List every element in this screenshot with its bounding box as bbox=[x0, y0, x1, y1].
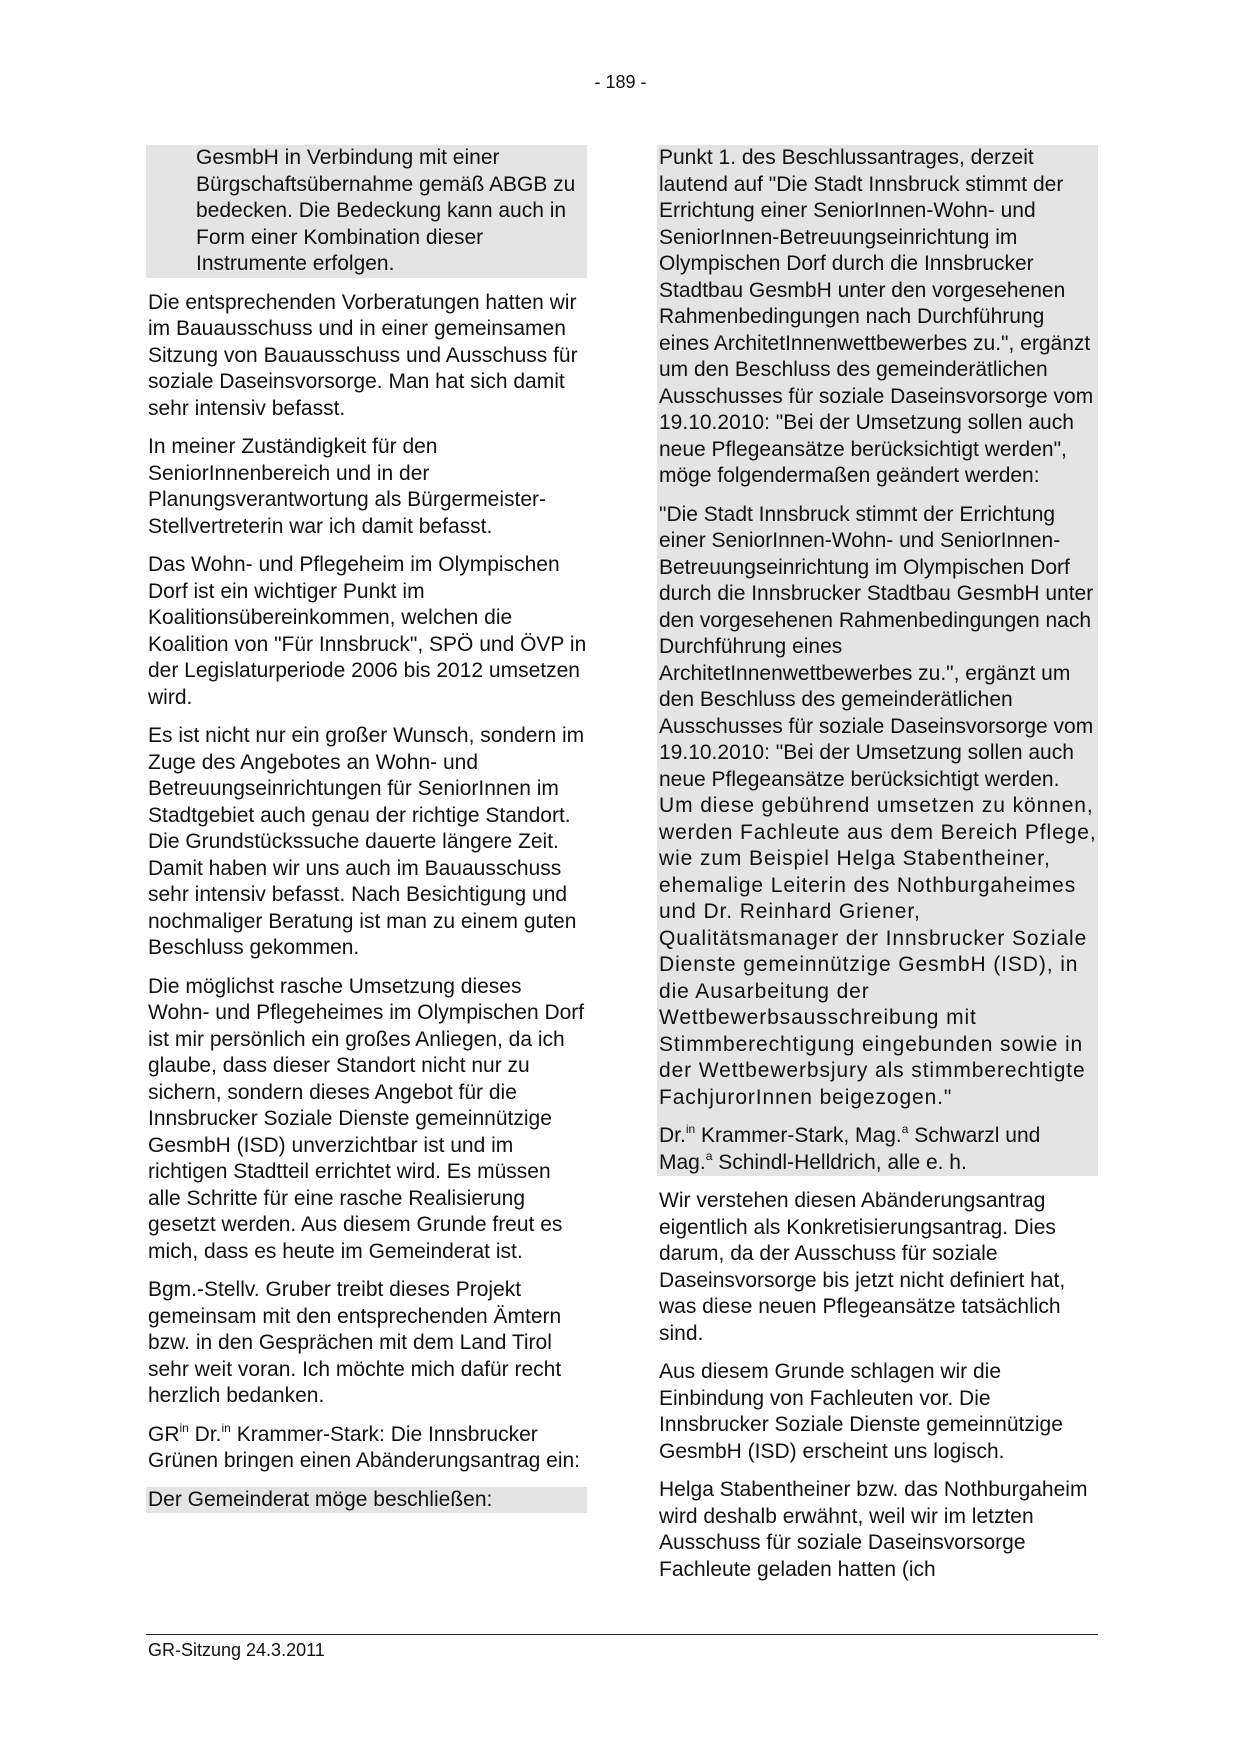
signatory-mag2: Mag. bbox=[659, 1150, 706, 1174]
speaker-title-suffix: in bbox=[179, 1420, 189, 1435]
speaker-title: GR bbox=[148, 1422, 180, 1446]
motion-new-wording bbox=[657, 490, 1098, 1112]
motion-new-wording-part2: Um diese gebührend umsetzen zu können, werden Fachleute aus dem Bereich Pflege, wie zum Beispiel Helga Stabentheiner, ehemalige Leiterin des Nothburgaheimes und Dr. Reinhard Griener, Qualitätsmanager der Innsbrucker Soziale Dienste gemeinnützige GesmbH (ISD), in die Ausarbeitung der Wettbewerbsausschreibung mit Stimmberechtigung eingebunden sowie in der Wettbewerbsjury als stimmberechtigte FachjurorInnen beigezogen." bbox=[659, 794, 1097, 1109]
footer-divider bbox=[146, 1634, 1098, 1635]
signatory-mag-suffix: a bbox=[901, 1122, 909, 1136]
signatory-degree: Dr. bbox=[659, 1124, 686, 1147]
signatory-name-3: Schindl-Helldrich, alle e. h. bbox=[712, 1150, 967, 1174]
paragraph-experts: Aus diesem Grunde schlagen wir die Einbindung von Fachleuten vor. Die Innsbrucker Soziale Dienste gemeinnützige GesmbH (ISD) erscheint uns logisch. bbox=[659, 1360, 1063, 1463]
motion-new-wording-part1: "Die Stadt Innsbruck stimmt der Errichtung einer SeniorInnen-Wohn- und SeniorInnen-Betreuungseinrichtung im Olympischen Dorf durch die Innsbrucker Stadtbau GesmbH unter den vorgesehenen Rahmenbedingungen nach Durchführung eines ArchitetInnenwettbewerbes zu.", ergänzt um den Beschluss des gemeinderätlichen Ausschusses für soziale Daseinsvorsorge vom 19.10.2010: "Bei der Umsetzung sollen auch neue Pflegeansätze berücksichtigt werden. bbox=[659, 502, 1094, 791]
left-column bbox=[146, 145, 587, 1525]
speaker-degree: Dr. bbox=[188, 1422, 222, 1446]
speaker-statement: Krammer-Stark: Die Innsbrucker Grünen bringen einen Abänderungsantrag ein: bbox=[148, 1422, 580, 1472]
footer-session-date: GR-Sitzung 24.3.2011 bbox=[148, 1640, 325, 1660]
signatory-name-2: Schwarzl und bbox=[908, 1124, 1041, 1147]
paragraph-concretization: Wir verstehen diesen Abänderungsantrag eigentlich als Konkretisierungsantrag. Dies darum, da der Ausschuss für soziale Daseinsvorsorge bis jetzt nicht definiert hat, was diese neuen Pflegeansätze tatsächlich sind. bbox=[659, 1189, 1066, 1345]
paragraph-nothburgaheim: Helga Stabentheiner bzw. das Nothburgaheim wird deshalb erwähnt, weil wir im letzten Ausschuss für soziale Daseinsvorsorge Fachleute geladen hatten (ich bbox=[659, 1478, 1088, 1581]
quoted-motion-continuation: GesmbH in Verbindung mit einer Bürgschaftsübernahme gemäß ABGB zu bedecken. Die Bedeckung kann auch in Form einer Kombination dieser Instrumente erfolgen. bbox=[146, 145, 587, 278]
speaker-degree-suffix: in bbox=[221, 1420, 231, 1435]
signatory-degree-suffix: in bbox=[685, 1122, 696, 1136]
paragraph-coalition: Das Wohn- und Pflegeheim im Olympischen Dorf ist ein wichtiger Punkt im Koalitionsübereinkommen, welchen die Koalition von "Für Innsbruck", SPÖ und ÖVP in der Legislaturperiode 2006 bis 2012 umsetzen wird. bbox=[148, 553, 587, 709]
motion-signatories bbox=[657, 1111, 1098, 1176]
motion-current-wording: Punkt 1. des Beschlussantrages, derzeit lautend auf "Die Stadt Innsbruck stimmt der Errichtung einer SeniorInnen-Wohn- und SeniorInnen-Betreuungseinrichtung im Olympischen Dorf durch die Innsbrucker Stadtbau GesmbH unter den vorgesehenen Rahmenbedingungen nach Durchführung eines ArchitetInnenwettbewerbes zu.", ergänzt um den Beschluss des gemeinderätlichen Ausschusses für soziale Daseinsvorsorge vom 19.10.2010: "Bei der Umsetzung sollen auch neue Pflegeansätze berücksichtigt werden", möge folgendermaßen geändert werden: bbox=[657, 145, 1098, 490]
right-column bbox=[657, 145, 1098, 1583]
paragraph-responsibility: In meiner Zuständigkeit für den SeniorInnenbereich und in der Planungsverantwortung als Bürgermeister-Stellvertreterin war ich damit befasst. bbox=[148, 435, 547, 538]
paragraph-thanks: Bgm.-Stellv. Gruber treibt dieses Projekt gemeinsam mit den entsprechenden Ämtern bzw. in den Gesprächen mit dem Land Tirol sehr weit voran. Ich möchte mich dafür recht herzlich bedanken. bbox=[148, 1278, 562, 1407]
motion-heading: Der Gemeinderat möge beschließen: bbox=[146, 1487, 587, 1514]
signatory-mag2-suffix: a bbox=[705, 1148, 713, 1163]
paragraph-preliminary-consultations: Die entsprechenden Vorberatungen hatten wir im Bauausschuss und in einer gemeinsamen Sitzung von Bauausschuss und Ausschuss für soziale Daseinsvorsorge. Man hat sich damit sehr intensiv befasst. bbox=[148, 290, 578, 420]
page-number: - 189 - bbox=[594, 72, 647, 92]
signatory-name-1: Krammer-Stark, Mag. bbox=[695, 1124, 902, 1147]
paragraph-speaker-krammer-stark bbox=[146, 1422, 587, 1475]
paragraph-location: Es ist nicht nur ein großer Wunsch, sondern im Zuge des Angebotes an Wohn- und Betreuungseinrichtungen für SeniorInnen im Stadtgebiet auch genau der richtige Standort. Die Grundstückssuche dauerte längere Zeit. Damit haben wir uns auch im Bauausschuss sehr intensiv befasst. Nach Besichtigung und nochmaliger Beratung ist man zu einem guten Beschluss gekommen. bbox=[148, 724, 585, 959]
paragraph-implementation: Die möglichst rasche Umsetzung dieses Wohn- und Pflegeheimes im Olympischen Dorf ist mir persönlich ein großes Anliegen, da ich glaube, dass dieser Standort nicht nur zu sichern, sondern dieses Angebot für die Innsbrucker Soziale Dienste gemeinnützige GesmbH (ISD) unverzichtbar ist und im richtigen Stadtteil errichtet wird. Es müssen alle Schritte für eine rasche Realisierung gesetzt werden. Aus diesem Grunde freut es mich, dass es heute im Gemeinderat ist. bbox=[148, 974, 585, 1263]
